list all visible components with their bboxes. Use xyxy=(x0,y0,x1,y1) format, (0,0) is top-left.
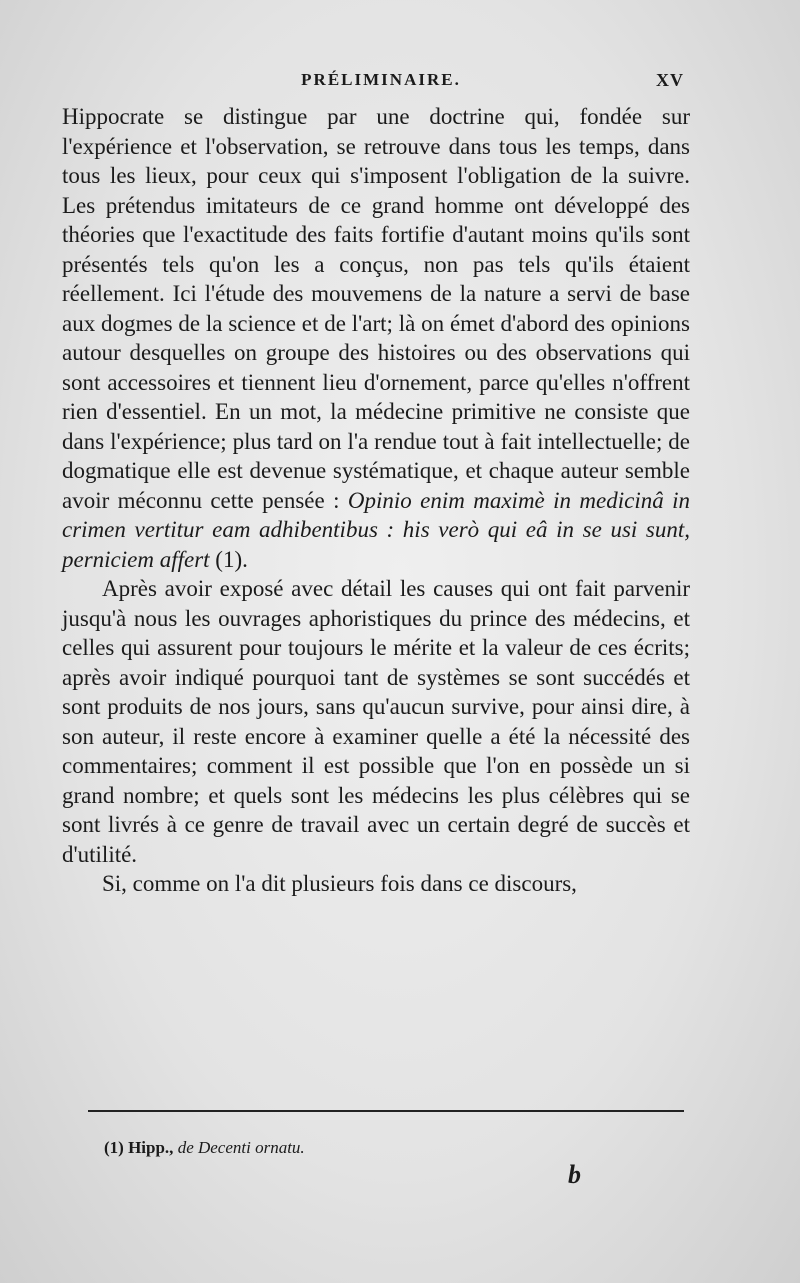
running-head: PRÉLIMINAIRE. xyxy=(301,70,461,89)
footnote-rule xyxy=(88,1110,684,1112)
body-text xyxy=(62,102,690,899)
page-header xyxy=(78,68,684,98)
footnote-ref: (1) Hipp., xyxy=(104,1138,174,1157)
page-number: XV xyxy=(656,70,684,90)
footnote xyxy=(104,1138,305,1158)
paragraph-1 xyxy=(62,102,690,574)
footnote-reference: (1). xyxy=(215,546,248,572)
paragraph-1-text: Hippocrate se distingue par une doctrine qui, fondée sur l'expérience et l'observation, se retrouve dans tous les temps, dans tous les lieux, pour ceux qui s'imposent l'obligation de la suivre. Les prétendus imitateurs de ce grand homme ont développé des théories que l'exactitude des faits fortifie d'autant moins qu'ils sont présentés tels qu'on les a conçus, non pas tels qu'ils étaient réellement. Ici l'étude des mouvemens de la nature a servi de base aux dogmes de la science et de l'art; là on émet d'abord des opinions autour desquelles on groupe des histoires ou des observations qui sont accessoires et tiennent lieu d'ornement, parce qu'elles n'offrent rien d'essentiel. En un mot, la médecine primitive ne consiste que dans l'expérience; plus tard on l'a rendue tout à fait intellectuelle; de dogmatique elle est devenue systématique, et chaque auteur semble avoir méconnu cette pensée : xyxy=(62,104,690,513)
footnote-title: de Decenti ornatu. xyxy=(177,1138,305,1157)
latin-quote: Opinio enim maximè in medicinâ in crimen vertitur eam adhibentibus : his verò qui eâ in se usi sunt, perniciem affert xyxy=(62,487,691,572)
paragraph-2: Après avoir exposé avec détail les causes qui ont fait parvenir jusqu'à nous les ouvrages aphoristiques du prince des médecins, et celles qui assurent pour toujours le mérite et la valeur de ces écrits; après avoir indiqué pourquoi tant de systèmes se sont succédés et sont produits de nos jours, sans qu'aucun survive, pour ainsi dire, à son auteur, il reste encore à examiner quelle a été la nécessité des commentaires; comment il est possible que l'on en possède un si grand nombre; et quels sont les médecins les plus célèbres qui se sont livrés à ce genre de travail avec un certain degré de succès et d'utilité. xyxy=(62,576,690,867)
paragraph-3: Si, comme on l'a dit plusieurs fois dans ce discours, xyxy=(102,871,577,896)
signature-mark: b xyxy=(568,1160,581,1189)
